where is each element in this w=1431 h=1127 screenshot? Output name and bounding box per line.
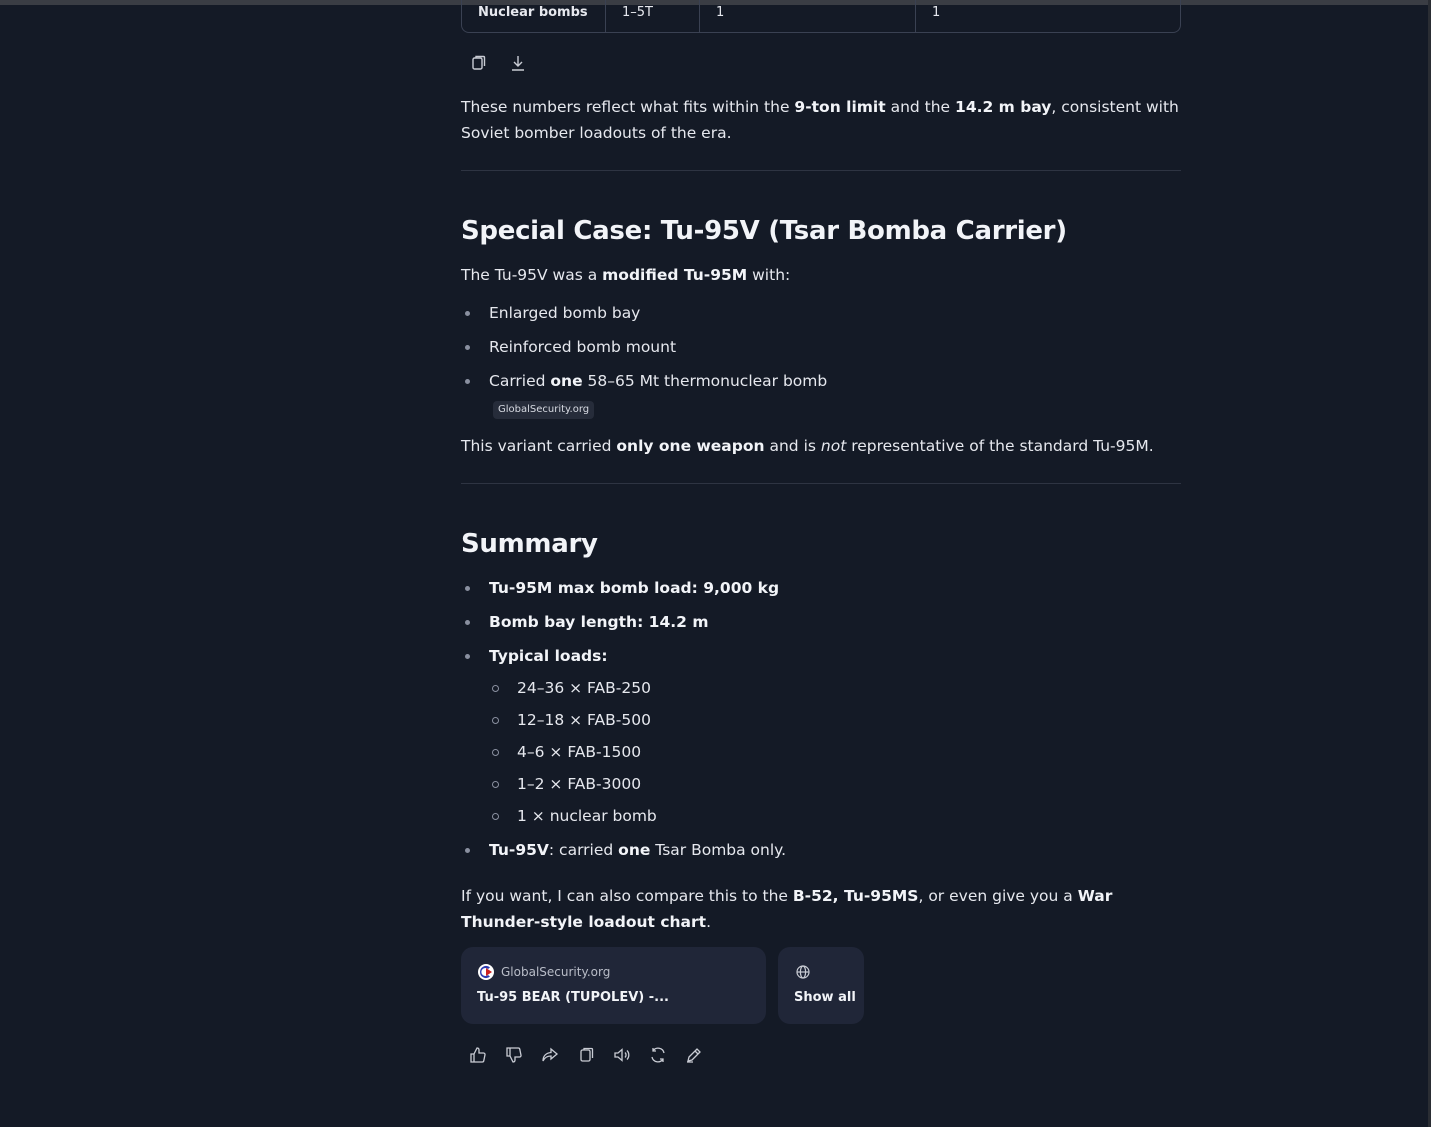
sub-list-item: 12–18 × FAB-500 <box>489 707 786 733</box>
table-cell-max: 1 <box>932 5 941 20</box>
source-title: Tu-95 BEAR (TUPOLEV) -... <box>477 990 669 1005</box>
table-cell-weapon: Nuclear bombs <box>462 0 606 32</box>
table-cell-count: 1 <box>700 0 916 32</box>
share-icon[interactable] <box>541 1044 559 1066</box>
source-cards <box>461 947 864 1024</box>
thumbs-up-icon[interactable] <box>469 1044 487 1066</box>
globe-icon <box>794 963 812 981</box>
globalsecurity-logo-icon <box>477 963 495 981</box>
source-header: GlobalSecurity.org <box>477 963 750 981</box>
list-item: Tu-95V: carried one Tsar Bomba only. <box>461 837 786 863</box>
typical-loads-list <box>489 675 786 829</box>
list-item: Enlarged bomb bay <box>461 300 827 326</box>
loadout-table-last-row <box>461 0 1181 33</box>
special-case-intro: The Tu-95V was a modified Tu-95M with: <box>461 266 791 284</box>
list-item: Bomb bay length: 14.2 m <box>461 609 786 635</box>
sub-list-item: 1–2 × FAB-3000 <box>489 771 786 797</box>
loadout-note-paragraph: These numbers reflect what fits within the 9-ton limit and the 14.2 m bay, consistent with Soviet bomber loadouts of the era. <box>461 98 1179 142</box>
download-icon[interactable] <box>509 52 527 74</box>
sub-list-item: 1 × nuclear bomb <box>489 803 786 829</box>
section-heading-summary: Summary <box>461 529 598 559</box>
edit-icon[interactable] <box>685 1044 703 1066</box>
section-heading-special-case: Special Case: Tu-95V (Tsar Bomba Carrier) <box>461 216 1067 246</box>
citation-chip[interactable]: GlobalSecurity.org <box>493 401 594 419</box>
special-case-list <box>461 300 827 428</box>
divider <box>461 483 1181 484</box>
special-case-note: This variant carried only one weapon and is not representative of the standard Tu-95M. <box>461 437 1154 455</box>
regenerate-icon[interactable] <box>649 1044 667 1066</box>
message-actions <box>469 1044 703 1066</box>
copy-icon[interactable] <box>577 1044 595 1066</box>
closing-paragraph: If you want, I can also compare this to the B-52, Tu-95MS, or even give you a War Thunder-style loadout chart. <box>461 887 1113 931</box>
speaker-icon[interactable] <box>613 1044 631 1066</box>
show-all-label: Show all <box>794 990 856 1005</box>
table-cell-weight: 1–5T <box>606 0 700 32</box>
copy-icon[interactable] <box>469 52 487 74</box>
table-actions <box>469 52 527 74</box>
sub-list-item: 4–6 × FAB-1500 <box>489 739 786 765</box>
list-item: Carried one 58–65 Mt thermonuclear bomb GlobalSecurity.org <box>461 368 827 420</box>
source-card[interactable] <box>461 947 766 1024</box>
sub-list-item: 24–36 × FAB-250 <box>489 675 786 701</box>
list-item: Tu-95M max bomb load: 9,000 kg <box>461 575 786 601</box>
show-all-sources-button[interactable] <box>778 947 864 1024</box>
list-item: Typical loads: 24–36 × FAB-250 12–18 × FAB-500 4–6 × FAB-1500 1–2 × FAB-3000 1 × nuclear bomb <box>461 643 786 829</box>
summary-list <box>461 575 786 871</box>
sources-header <box>794 963 848 981</box>
divider <box>461 170 1181 171</box>
thumbs-down-icon[interactable] <box>505 1044 523 1066</box>
list-item: Reinforced bomb mount <box>461 334 827 360</box>
